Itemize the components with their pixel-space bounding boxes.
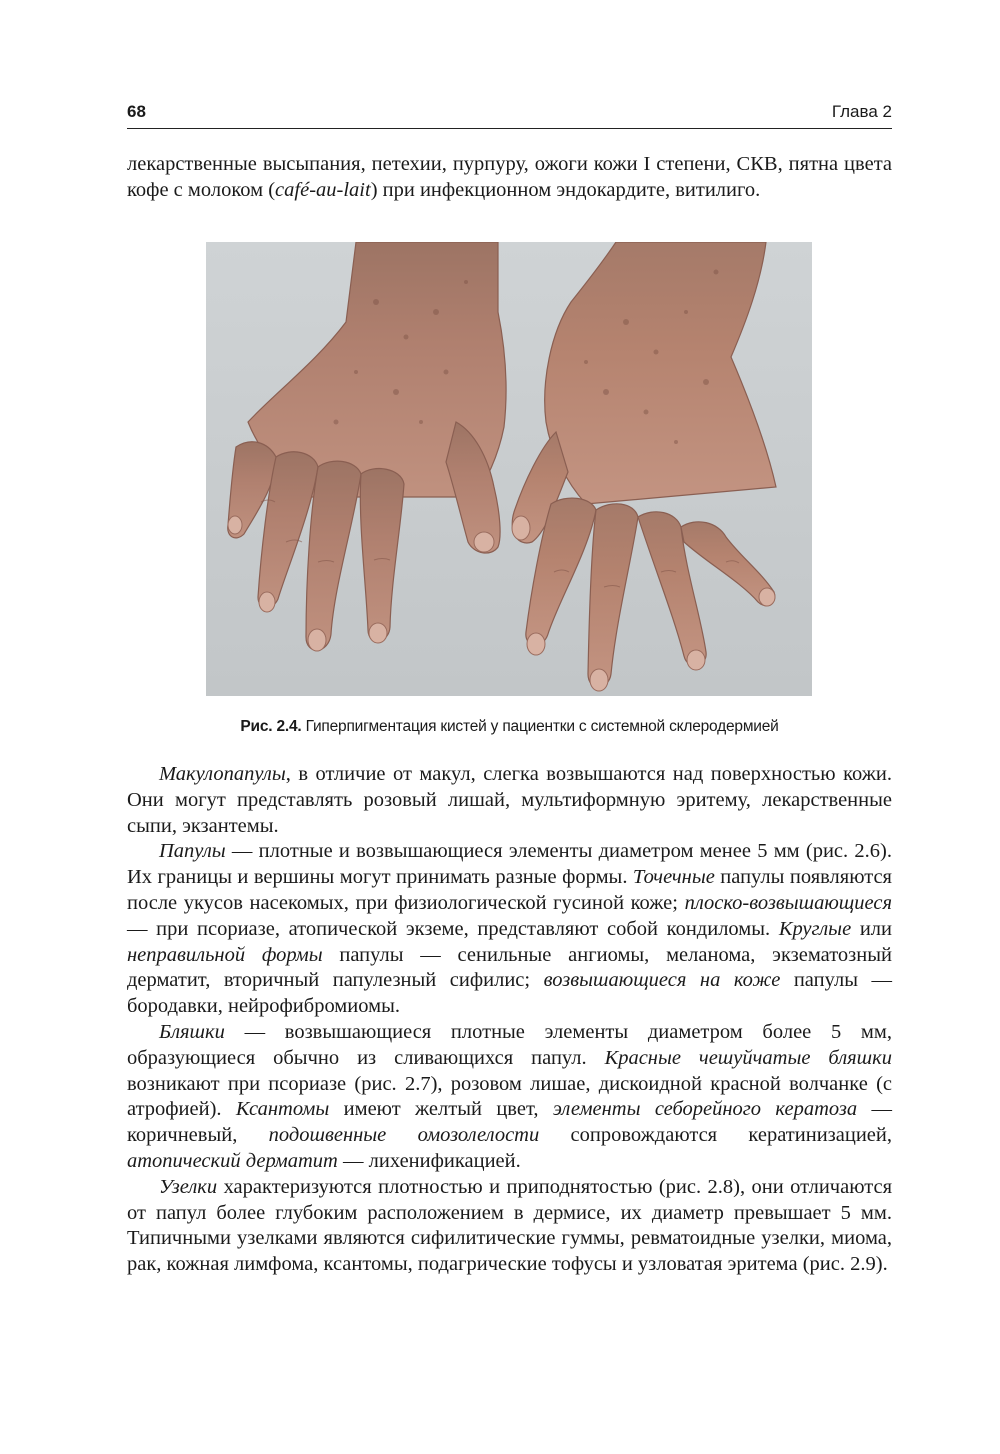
figure-photo: [206, 242, 812, 696]
text-run: характеризуются плотностью и приподнятостью (рис. 2.8), они отличаются от папул более глубоким расположением в дермисе, их диаметр превышает 5 мм. Типичными узелками являются сифилитические гуммы, ревматоидные узелки, миома, рак, кожная лимфома, ксантомы, подагрические тофусы и узловатая эритема (рис. 2.9).: [127, 1175, 892, 1276]
hands-hyperpigmentation-photo: [206, 242, 812, 696]
paragraph-nodules: [127, 1175, 892, 1278]
paragraph-maculopapules: [127, 762, 892, 839]
text-run: лекарственные высыпания, петехии, пурпуру, ожоги кожи I степени, СКВ, пятна цвета кофе с молоком (: [127, 153, 892, 201]
italic-term: café-au-lait: [275, 178, 371, 201]
intro-paragraph: [127, 152, 892, 204]
text-run: — при псориазе, атопической экземе, представляют собой кондиломы.: [127, 917, 779, 940]
text-run: возникают при псориазе (рис. 2.7), розовом лишае, дискоидной красной волчанке (с атрофией).: [127, 1072, 892, 1121]
figure-caption: [127, 718, 892, 736]
italic-term: Ксантомы: [235, 1098, 330, 1121]
chapter-title: Глава 2: [831, 102, 892, 121]
italic-term: подошвенные омозолелости: [268, 1124, 540, 1147]
running-header: [127, 100, 892, 129]
page-number: 68: [127, 102, 146, 121]
figure-label: Рис. 2.4.: [240, 718, 302, 735]
text-run: — плотные и возвышающиеся элементы диаметром менее 5 мм (рис. 2.6). Их границы и вершины могут принимать разные формы.: [127, 840, 892, 889]
italic-term: Бляшки: [159, 1020, 225, 1043]
text-run: сопровождаются кератинизацией,: [539, 1124, 892, 1147]
figure-caption-text: Гиперпигментация кистей у пациентки с системной склеродермией: [305, 718, 779, 735]
text-run: , в отличие от макул, слегка возвышаются над поверхностью кожи. Они могут представлять розовый лишай, мультиформную эритему, лекарственные сыпи, экзантемы.: [127, 763, 892, 837]
text-run: — возвышающиеся плотные элементы диаметром более 5 мм, образующиеся обычно из сливающихся папул.: [127, 1020, 892, 1069]
italic-term: атопический дерматит: [127, 1149, 338, 1172]
italic-term: неправильной формы: [127, 943, 323, 966]
text-run: — лихенификацией.: [337, 1149, 521, 1172]
italic-term: Красные чешуйчатые бляшки: [604, 1046, 892, 1069]
italic-term: возвышающиеся на коже: [543, 969, 781, 992]
italic-term: Узелки: [159, 1175, 218, 1198]
italic-term: плоско-возвышающиеся: [684, 891, 892, 914]
italic-term: элементы себорейного кератоза: [552, 1098, 858, 1121]
text-run: папулы появляются после укусов насекомых, при физиологической гусиной коже;: [127, 866, 892, 914]
paragraph-plaques: [127, 1020, 892, 1175]
italic-term: Папулы: [159, 840, 226, 863]
text-run: папулы — бородавки, нейрофибромиомы.: [127, 969, 892, 1018]
text-run: ) при инфекционном эндокардите, витилиго.: [370, 178, 761, 201]
italic-term: Точечные: [632, 866, 715, 889]
italic-term: Макулопапулы: [159, 763, 286, 785]
paragraph-papules: [127, 839, 892, 1020]
text-run: — коричневый,: [127, 1098, 893, 1147]
italic-term: Круглые: [778, 917, 852, 940]
text-run: папулы — сенильные ангиомы, меланома, экзематозный дерматит, вторичный папулезный сифилис;: [127, 943, 892, 992]
intro-text: [127, 152, 892, 204]
body-text: [127, 762, 892, 1278]
text-run: или: [851, 917, 892, 940]
text-run: имеют желтый цвет,: [329, 1098, 553, 1121]
